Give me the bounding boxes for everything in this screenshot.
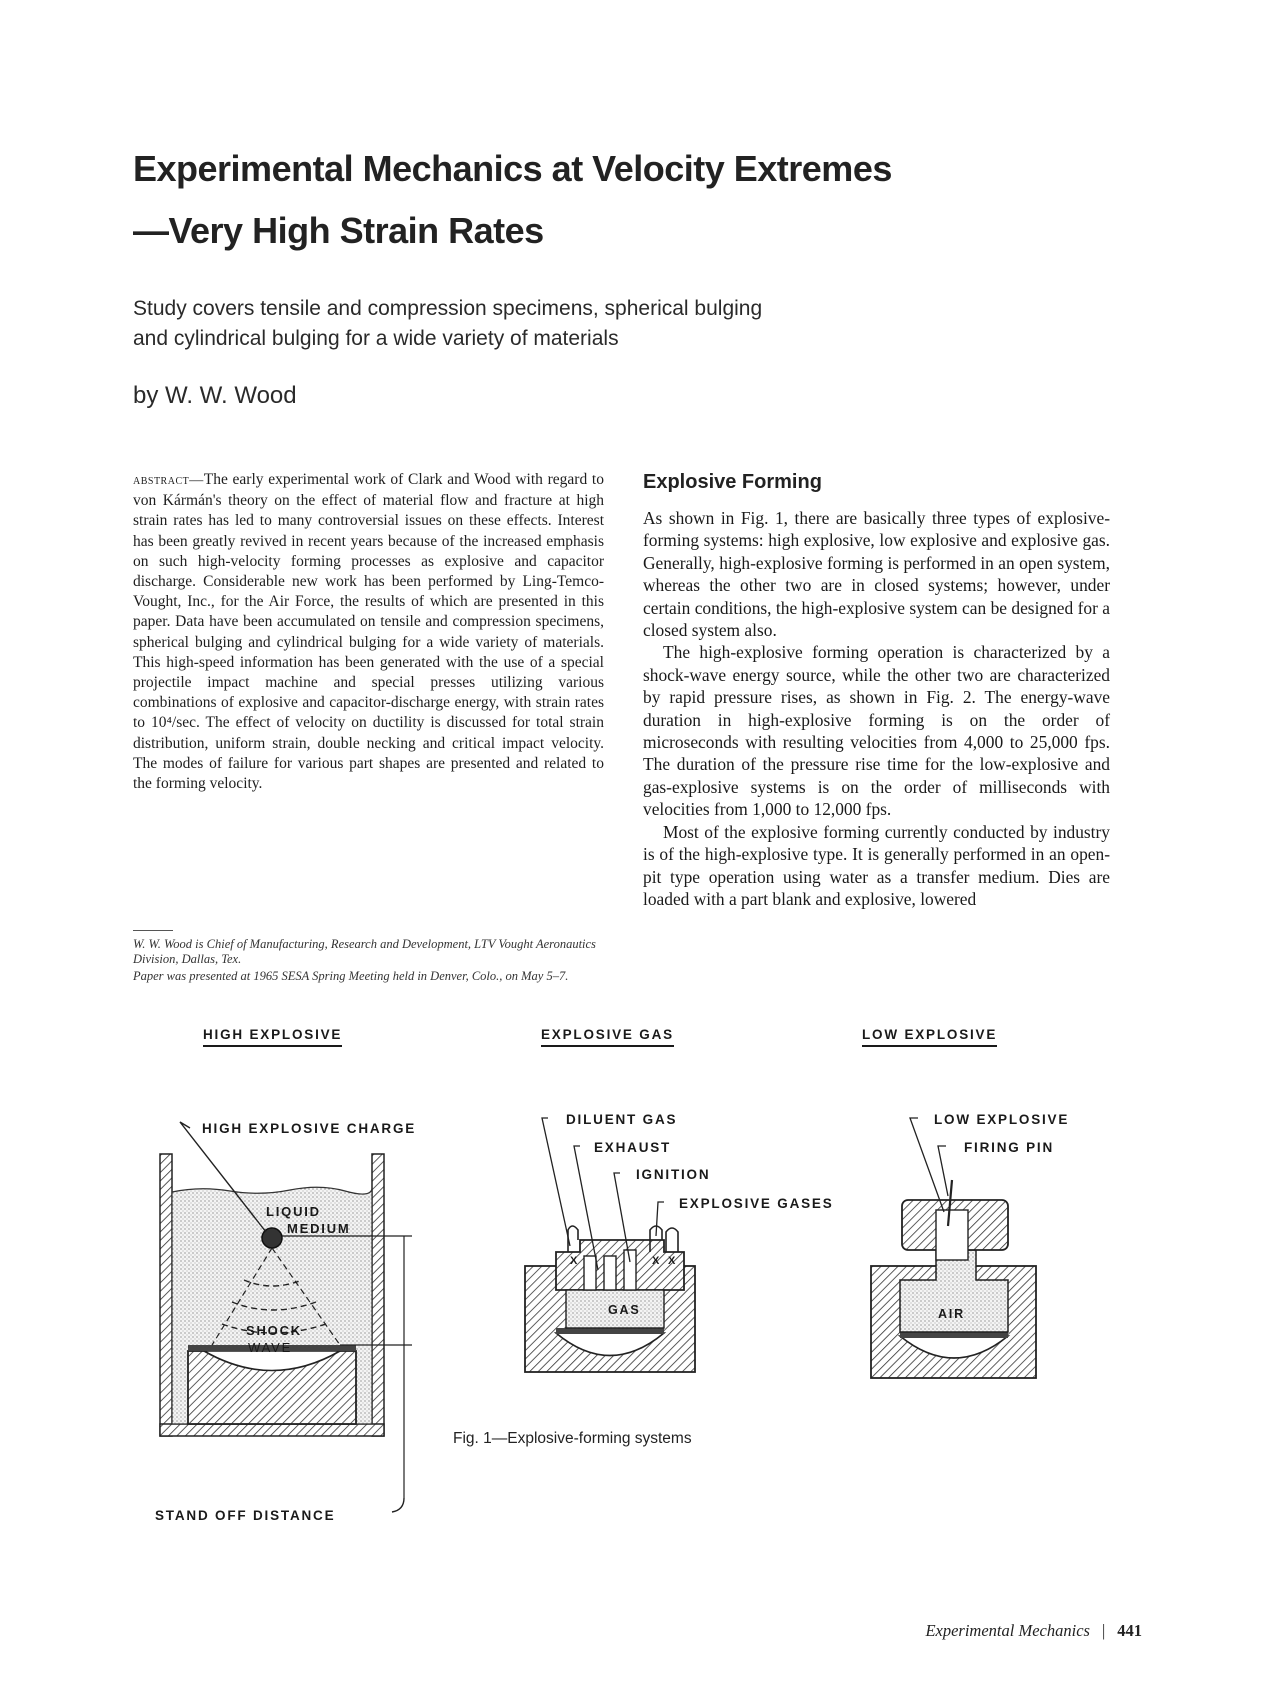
gas-blank [556,1328,664,1334]
author-byline: by W. W. Wood [133,382,297,409]
explosive-gas-panel [525,1118,695,1372]
cartridge [936,1210,968,1260]
high-explosive-charge-label: HIGH EXPLOSIVE CHARGE [202,1121,417,1136]
figure-caption: Fig. 1—Explosive-forming systems [453,1430,692,1447]
liquid-label: LIQUID [266,1204,321,1219]
page-number: 441 [1117,1621,1142,1640]
title-line-2: —Very High Strain Rates [133,210,544,251]
diluent-gas-label: DILUENT GAS [566,1112,678,1127]
low-explosive-label: LOW EXPLOSIVE [934,1112,1070,1127]
paragraph: The high-explosive forming operation is characterized by a shock-wave energy source, while the other two are characterized by rapid pressure rises, as shown in Fig. 2. The energy-wave duration in high-explosive forming is on the order of microseconds with resulting velocities from 4,000 to 25,000 fps. The duration of the pressure rise time for the low-explosive and gas-explosive systems is on the order of milliseconds with velocities from 1,000 to 12,000 fps. [643,642,1110,820]
section-heading: Explosive Forming [643,471,822,493]
tank-left-wall [160,1154,172,1436]
panel-title-low-explosive: LOW EXPLOSIVE [862,1027,997,1047]
explosive-gases-label: EXPLOSIVE GASES [679,1196,834,1211]
panel-title-high-explosive: HIGH EXPLOSIVE [203,1027,342,1047]
presentation-footnote: Paper was presented at 1965 SESA Spring Meeting held in Denver, Colo., on May 5–7. [133,969,569,983]
valve-mark: X [570,1255,580,1267]
author-footnote: W. W. Wood is Chief of Manufacturing, Research and Development, LTV Vought Aeronautics Division, Dallas, Tex. [133,937,596,966]
subtitle-line-1: Study covers tensile and compression specimens, spherical bulging [133,297,763,320]
paragraph: As shown in Fig. 1, there are basically three types of explosive-forming systems: high explosive, low explosive and explosive gas. Generally, high-explosive forming is performed in an open system, whereas the other two are in closed systems; however, under certain conditions, the high-explosive system can be designed for a closed system also. [643,508,1110,641]
journal-name: Experimental Mechanics [925,1621,1090,1640]
firing-pin-label: FIRING PIN [964,1140,1055,1155]
footer-separator: | [1101,1621,1106,1640]
air-label: AIR [938,1307,965,1321]
exhaust-label: EXHAUST [594,1140,672,1155]
tank-floor [160,1424,384,1436]
paragraph: Most of the explosive forming currently conducted by industry is of the high-explosive type. It is generally performed in an open-pit type operation using water as a transfer medium. Dies are loaded with a part blank and explosive, lowered [643,821,1110,909]
title-line-1: Experimental Mechanics at Velocity Extremes [133,148,892,189]
shock-label: SHOCK [246,1323,302,1338]
low-blank [900,1332,1008,1338]
subtitle-line-2: and cylindrical bulging for a wide variety of materials [133,327,619,350]
low-explosive-panel [871,1118,1036,1378]
panel-title-explosive-gas: EXPLOSIVE GAS [541,1027,674,1047]
valve-mark: X [668,1255,678,1267]
abstract-lead: abstract— [133,473,204,488]
high-explosive-panel [160,1122,412,1512]
wave-label: WAVE [248,1340,293,1355]
stand-off-distance-label: STAND OFF DISTANCE [155,1508,336,1523]
medium-label-text: MEDIUM [287,1221,351,1236]
gas-label: GAS [608,1303,641,1317]
abstract-text: The early experimental work of Clark and Wood with regard to von Kármán's theory on the effect of material flow and fracture at high strain rates has led to many controversial issues on these effects. Interest has been greatly revived in recent years because of the increased emphasis on such high-velocity forming processes as explosive and capacitor discharge. Considerable new work has been performed by Ling-Temco-Vought, Inc., for the Air Force, the results of which are presented in this paper. Data have been accumulated on tensile and compression specimens, spherical bulging and cylindrical bulging for a wide variety of materials. This high-speed information has been generated with the use of a special projectile impact machine and special presses utilizing various combinations of explosive and capacitor-discharge energy, with strain rates to 10⁴/sec. The effect of velocity on ductility is discussed for total strain distribution, uniform strain, double necking and critical impact velocity. The modes of failure for various part shapes are presented and related to the forming velocity. [133,471,604,793]
ignition-label: IGNITION [636,1167,711,1182]
valve-mark: X [652,1255,662,1267]
tank-right-wall [372,1154,384,1436]
page-footer [925,1621,1142,1641]
